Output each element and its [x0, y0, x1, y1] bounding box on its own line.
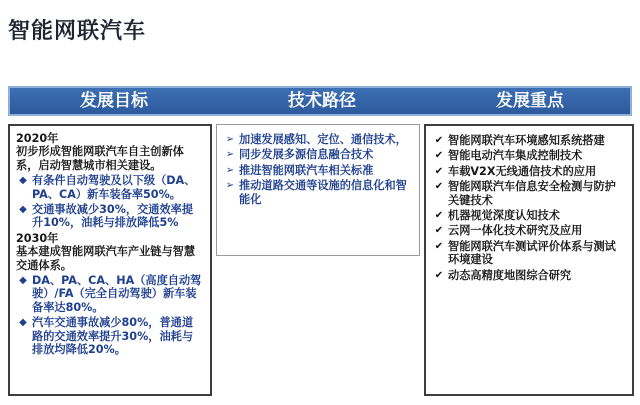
- arrow-bullet-icon: ➢: [225, 180, 235, 192]
- diamond-bullet-icon: ◆: [19, 204, 27, 216]
- list-item: [223, 164, 413, 177]
- check-bullet-icon: ✔: [434, 240, 444, 252]
- check-bullet-icon: ✔: [434, 181, 444, 193]
- check-bullet-icon: ✔: [434, 165, 444, 177]
- check-bullet-icon: ✔: [434, 150, 444, 162]
- goal-list-2030: [16, 274, 204, 356]
- path-item-text: 推动道路交通等设施的信息化和智能化: [239, 179, 407, 206]
- focus-item-text: 动态高精度地图综合研究: [448, 268, 572, 282]
- focus-item-text: 智能电动汽车集成控制技术: [448, 149, 583, 163]
- list-item: [223, 133, 413, 146]
- focus-list: [432, 134, 626, 282]
- focus-item-text: 云网一体化技术研究及应用: [448, 224, 583, 238]
- list-item: [16, 174, 204, 201]
- list-item: [432, 134, 626, 147]
- list-item: [16, 316, 204, 356]
- focus-panel: [424, 124, 634, 396]
- diamond-bullet-icon: ◆: [19, 317, 27, 329]
- focus-item-text: 智能网联汽车环境感知系统搭建: [448, 134, 605, 147]
- list-item: [223, 148, 413, 161]
- goal-item-text: 汽车交通事故减少80%，普通道路的交通效率提升30%，油耗与排放均降低20%。: [32, 316, 194, 357]
- list-item: [432, 269, 626, 282]
- path-item-text: 同步发展多源信息融合技术: [239, 148, 374, 162]
- goal-item-text: 交通事故减少30%，交通效率提升10%，油耗与排放降低5%: [32, 203, 194, 230]
- goal-item-text: DA、PA、CA、HA（高度自动驾驶）/FA（完全自动驾驶）新车装备率达80%。: [32, 274, 202, 314]
- arrow-bullet-icon: ➢: [225, 134, 235, 145]
- goal-year-2030: 2030年: [16, 231, 59, 245]
- focus-item-text: 智能网联汽车测试评价体系与测试环境建设: [448, 239, 616, 267]
- list-item: [16, 203, 204, 230]
- goal-list-2020: [16, 174, 204, 230]
- path-item-text: 推进智能网联汽车相关标准: [239, 163, 374, 177]
- goal-summary-2030: 基本建成智能网联汽车产业链与智慧交通体系。: [16, 245, 196, 272]
- arrow-bullet-icon: ➢: [225, 164, 235, 176]
- column-header-bar: [8, 86, 632, 116]
- list-item: [432, 240, 626, 267]
- header-focus: 发展重点: [496, 91, 564, 111]
- paths-panel: [216, 124, 420, 256]
- goal-item-text: 有条件自动驾驶及以下级（DA、PA、CA）新车装备率50%。: [32, 174, 196, 201]
- list-item: [432, 149, 626, 162]
- path-list: [223, 133, 413, 206]
- list-item: [432, 180, 626, 207]
- check-bullet-icon: ✔: [434, 269, 444, 281]
- goal-summary-2020: 初步形成智能网联汽车自主创新体系，启动智慧城市相关建设。: [16, 145, 184, 172]
- diamond-bullet-icon: ◆: [19, 175, 27, 187]
- page-title: 智能网联汽车: [8, 19, 147, 44]
- focus-item-text: 机器视觉深度认知技术: [448, 209, 560, 223]
- check-bullet-icon: ✔: [434, 210, 444, 222]
- header-goals: 发展目标: [80, 91, 148, 111]
- arrow-bullet-icon: ➢: [225, 149, 235, 161]
- list-item: [432, 209, 626, 222]
- goals-panel: [8, 124, 212, 396]
- goal-year-2020: 2020年: [16, 132, 59, 145]
- diamond-bullet-icon: ◆: [19, 275, 27, 287]
- check-bullet-icon: ✔: [434, 225, 444, 237]
- list-item: [432, 165, 626, 178]
- header-paths: 技术路径: [288, 91, 356, 111]
- path-item-text: 加速发展感知、定位、通信技术，: [239, 133, 407, 146]
- list-item: [223, 179, 413, 206]
- list-item: [432, 224, 626, 237]
- check-bullet-icon: ✔: [434, 135, 444, 146]
- focus-item-text: 智能网联汽车信息安全检测与防护关键技术: [448, 180, 616, 207]
- focus-item-text: 车载V2X无线通信技术的应用: [448, 164, 597, 178]
- list-item: [16, 274, 204, 314]
